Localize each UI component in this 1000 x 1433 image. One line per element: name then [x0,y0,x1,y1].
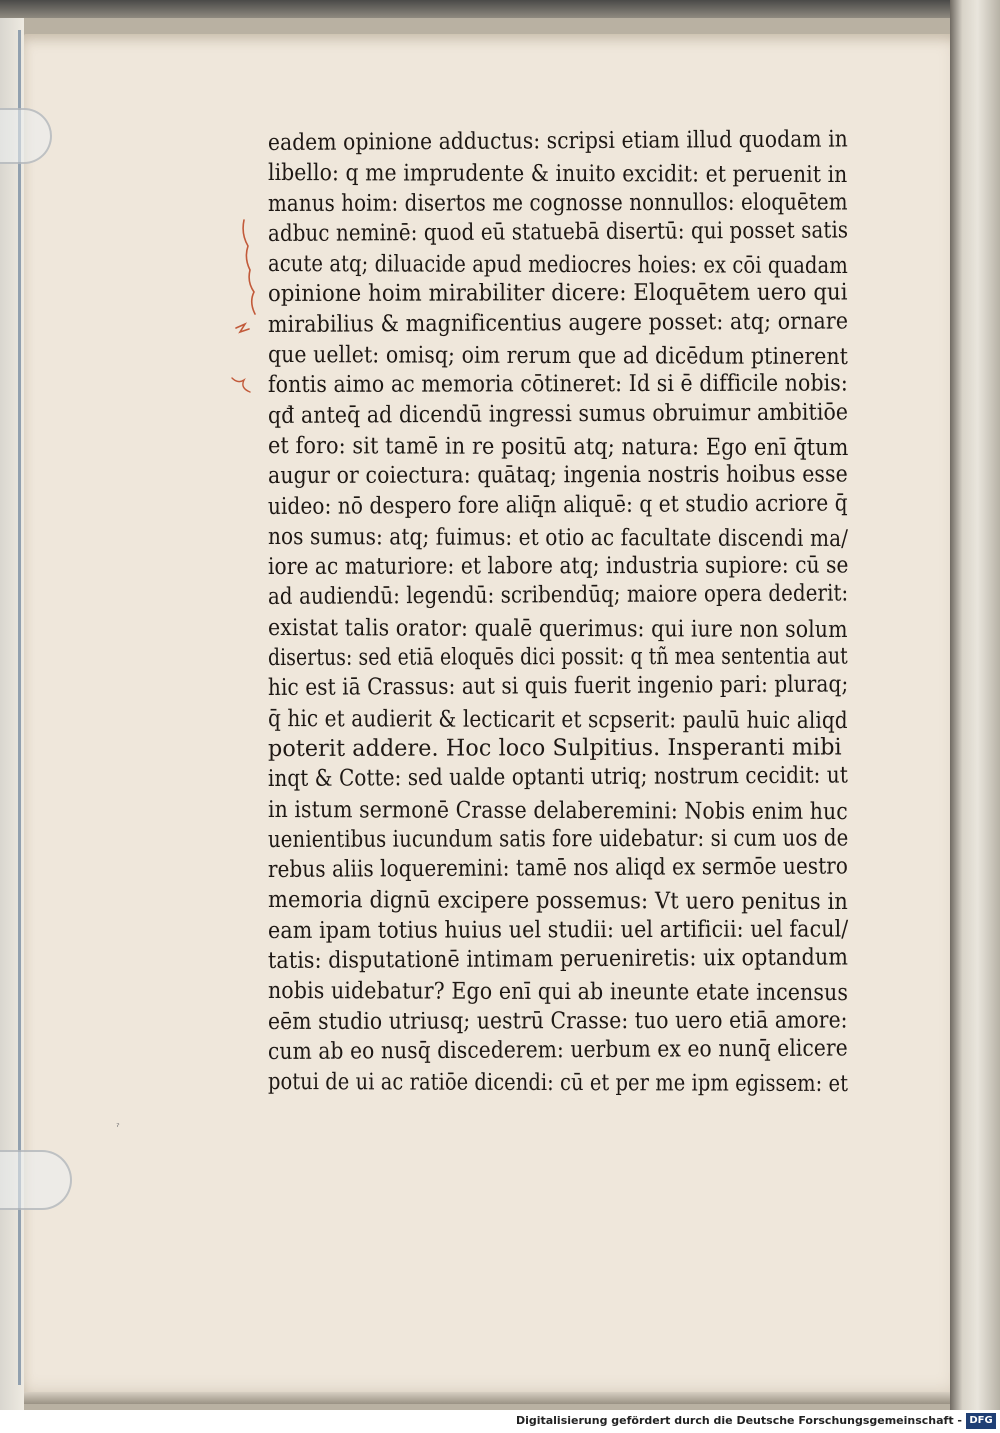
text-line: opinione hoim mirabiliter dicere: Eloquētem uero qui [267,279,848,308]
funding-credit: Digitalisierung gefördert durch die Deutsche Forschungsgemeinschaft - [515,1414,962,1427]
text-line: potui de ui ac ratiōe dicendi: cū et per me ipm egissem: et [267,1069,849,1098]
text-line: tatis: disputationē intimam perueniretis: uix optandum [267,944,849,975]
margin-pencil-mark: ˀ [116,1122,120,1133]
text-line: poterit addere. Hoc loco Sulpitius. Insperanti mibi [267,734,842,762]
text-line: q̄ hic et audierit & lecticarit et scpserit: paulū huic aliqd [267,705,848,734]
scan-top-edge [0,0,1000,18]
text-line: disertus: sed etiā eloquēs dici possit: q tñ mea sententia aut [267,643,848,672]
text-line: inqt & Cotte: sed ualde optanti utriq; nostrum cecidit: ut [267,762,848,793]
text-line: ad audiendū: legendū: scribendūq; maiore opera dederit: [267,580,849,611]
text-line: qđ anteq̄ ad dicendū ingressi sumus obruimur ambitiōe [267,399,849,429]
text-line: eadem opinione adductus: scripsi etiam illud quodam in [267,126,848,156]
text-line: augur or coiectura: quātaq; ingenia nostris hoibus esse [267,461,848,490]
text-line: eam ipam totius huius uel studii: uel artificii: uel facul/ [267,916,849,944]
text-line: uenientibus iucundum satis fore uidebatur: si cum uos de [267,825,849,853]
text-line: que uellet: omisq; oim rerum que ad dicēdum ptinerent [267,342,849,371]
text-line: acute atq; diluacide apud mediocres hoies: ex cōi quadam [267,251,848,280]
text-line: fontis aimo ac memoria cōtineret: Id si ē difficile nobis: [267,370,848,399]
text-line: adbuc neminē: quod eū statuebā disertū: qui posset satis [267,217,849,247]
text-line: libello: q me imprudente & inuito excidit: et peruenit in [267,160,848,189]
incunabula-text-block [268,128,868,1098]
page-bottom-edge [24,1392,964,1404]
text-line: existat talis orator: qualē querimus: qui iure non solum [267,614,848,643]
text-line: cum ab eo nusq̄ discederem: uerbum ex eo nunq̄ elicere [267,1035,848,1065]
right-page-edge [950,0,1000,1410]
text-line: et foro: sit tamē in re positū atq; natura: Ego enī q̄tum [267,432,849,461]
text-line: in istum sermonē Crasse delaberemini: Nobis enim huc [267,796,848,825]
rubric-margin-marks [228,210,258,410]
text-line: nobis uidebatur? Ego enī qui ab ineunte etate incensus [267,978,849,1007]
text-line: manus hoim: disertos me cognosse nonnullos: eloquētem [267,189,848,217]
text-line: hic est iā Crassus: aut si quis fuerit ingenio pari: pluraq; [267,671,849,702]
text-line: rebus aliis loqueremini: tamē nos aliqd ex sermōe uestro [267,853,849,884]
text-line: iore ac maturiore: et labore atq; industria supiore: cū se [267,552,849,581]
digitization-footer [0,1410,1000,1433]
plastic-clip-bottom [0,1150,72,1210]
text-line: nos sumus: atq; fuimus: et otio ac facultate discendi ma/ [267,523,849,552]
dfg-logo: DFG [966,1413,996,1429]
text-line: eēm studio utriusq; uestrū Crasse: tuo uero etiā amore: [267,1007,848,1035]
text-line: uideo: nō despero fore aliq̄n aliquē: q et studio acriore q̄ [267,490,848,520]
text-line: mirabilius & magnificentius augere posset: atq; ornare [267,308,849,338]
text-line: memoria dignū excipere possemus: Vt uero penitus in [267,887,848,916]
